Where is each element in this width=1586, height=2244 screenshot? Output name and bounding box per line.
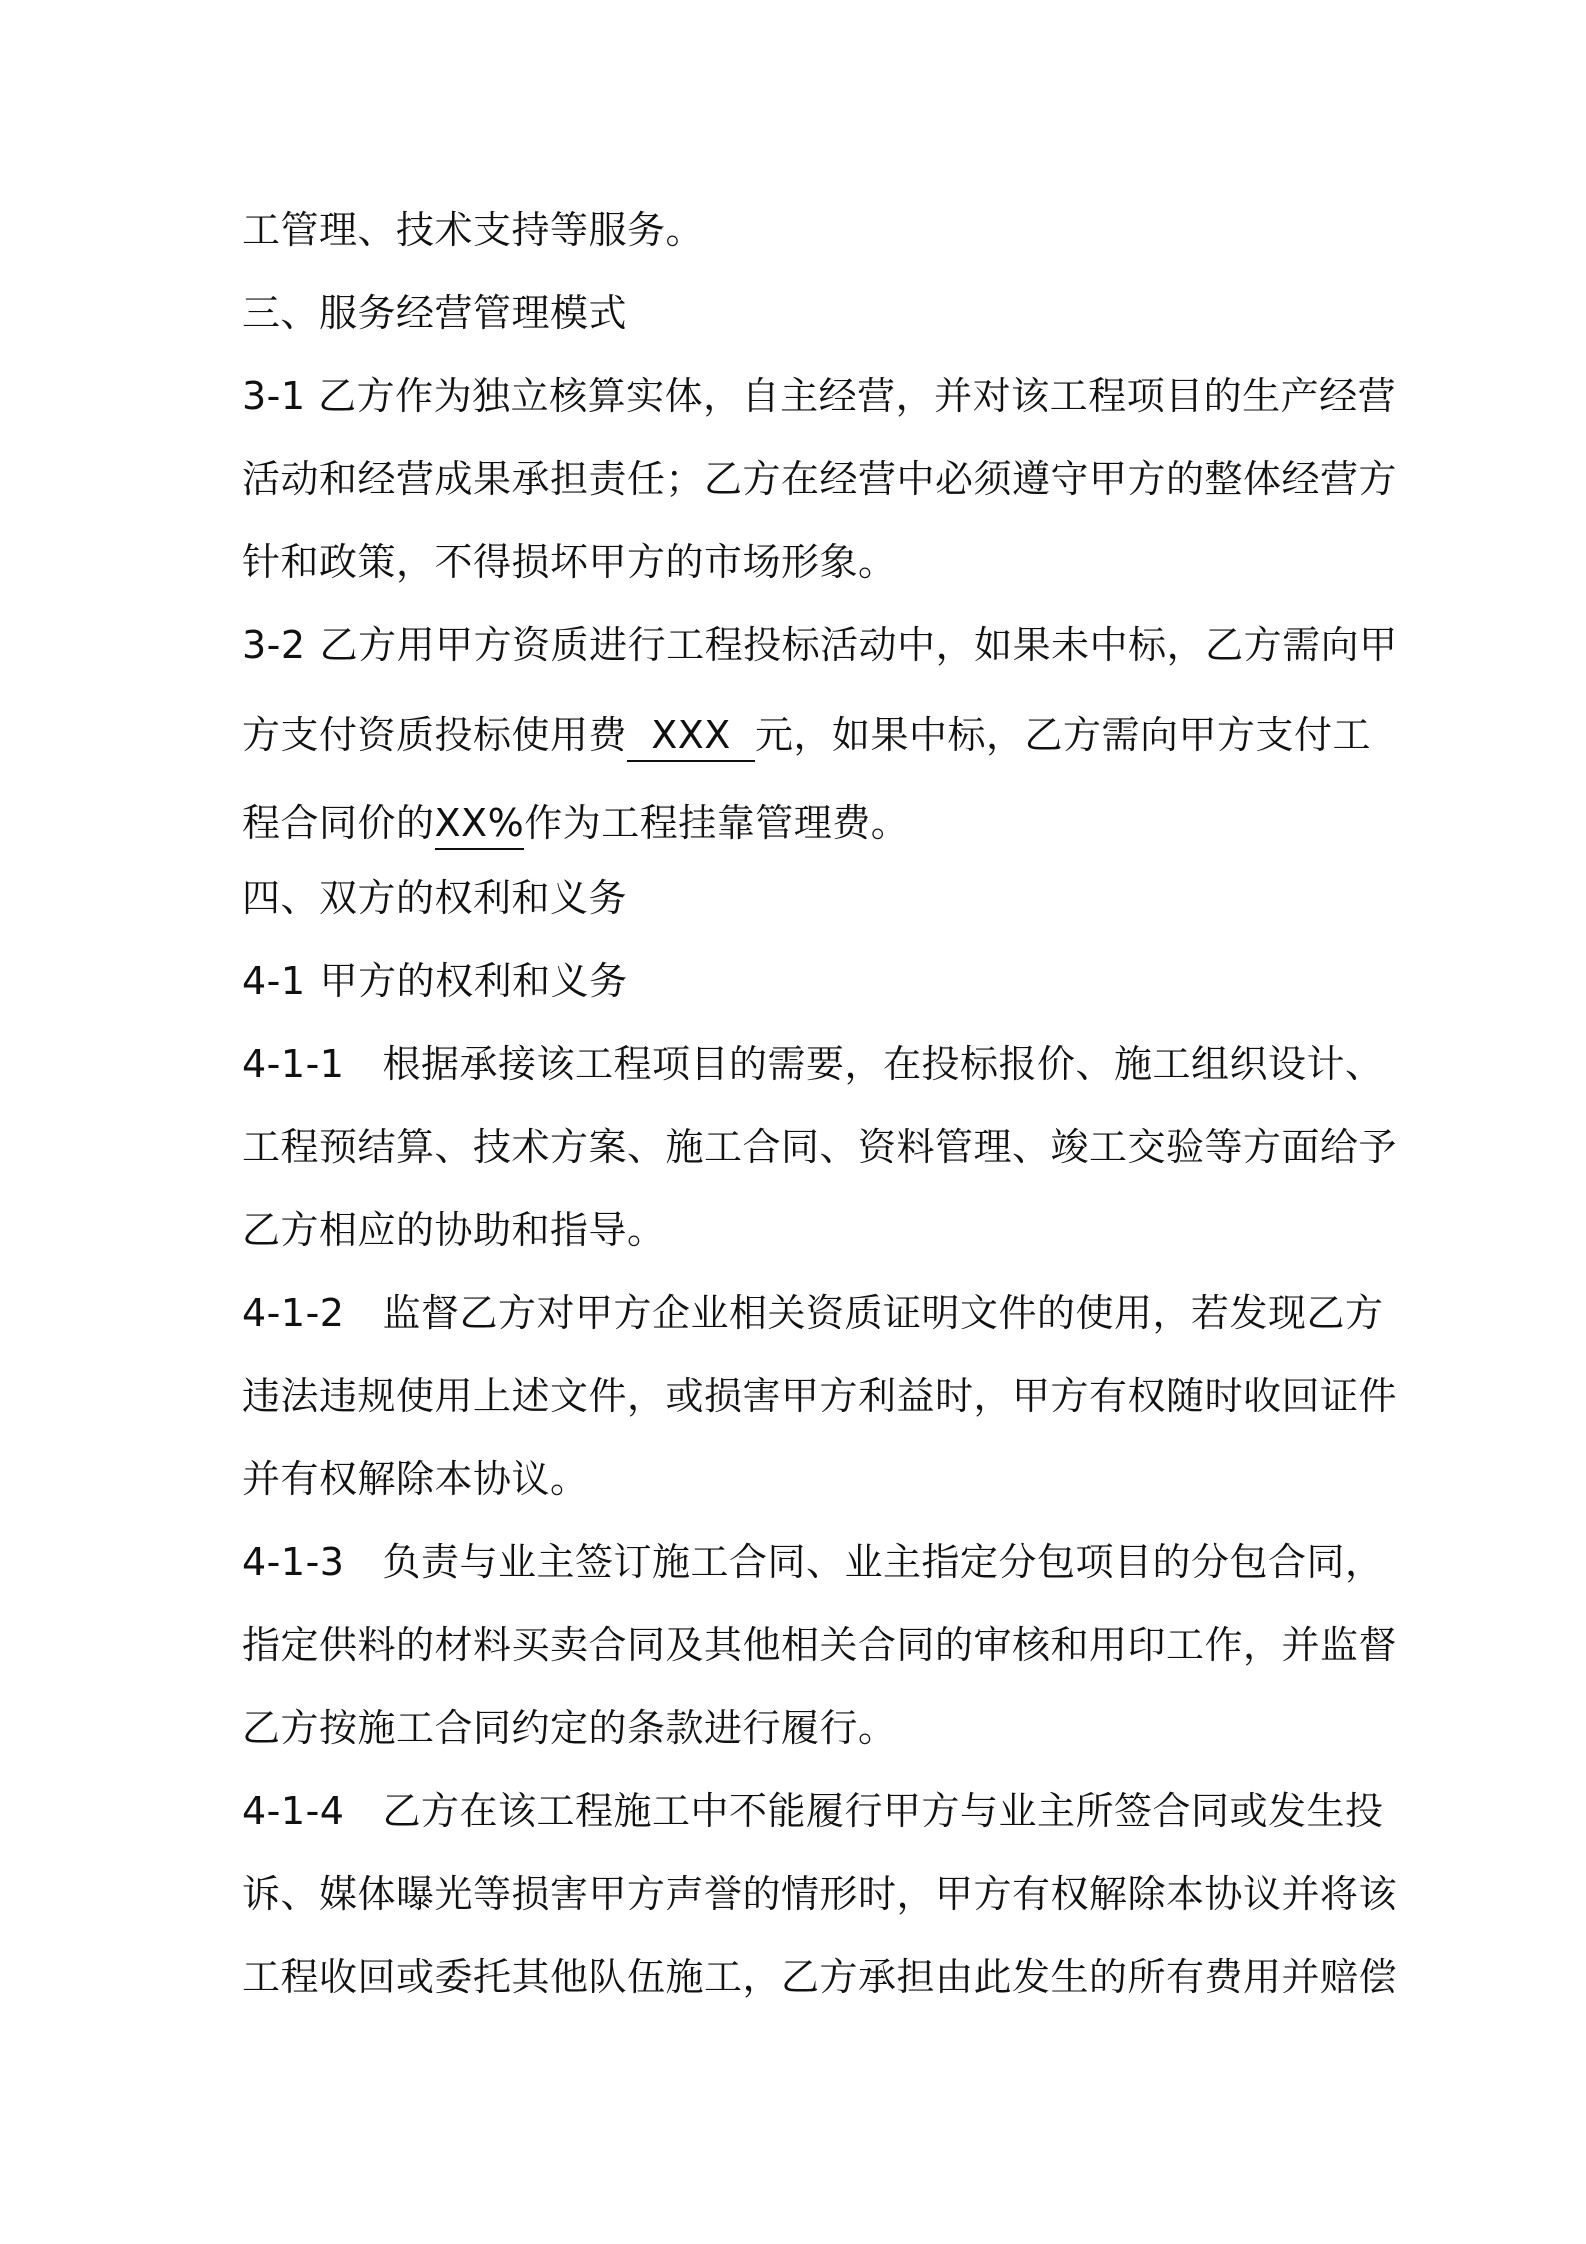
text-line xyxy=(242,532,897,592)
text-line xyxy=(242,793,909,853)
clause-number: 4-1-4 xyxy=(242,1789,345,1833)
clause-number: 4-1 xyxy=(242,959,306,1003)
heading-text: 甲方的权利和义务 xyxy=(319,959,628,1003)
text-line xyxy=(242,200,704,260)
line-text: 活动和经营成果承担责任；乙方在经营中必须遵守甲方的整体经营方 xyxy=(242,457,1398,501)
line-text: 乙方按施工合同约定的条款进行履行。 xyxy=(242,1706,897,1750)
clause-number: 4-1-2 xyxy=(242,1291,345,1335)
line-text: 程合同价的 xyxy=(242,801,435,845)
clause-number: 3-2 xyxy=(242,623,306,667)
line-text: 工管理、技术支持等服务。 xyxy=(242,208,705,252)
line-text: 并有权解除本协议。 xyxy=(242,1457,589,1501)
clause-4-1-3 xyxy=(242,1532,1383,1592)
section-heading xyxy=(242,283,627,343)
clause-number: 4-1-3 xyxy=(242,1540,345,1584)
line-text: 方支付资质投标使用费 xyxy=(242,713,628,757)
fee-amount-blank: XXX xyxy=(627,710,755,762)
line-text: 作为工程挂靠管理费。 xyxy=(524,801,910,845)
line-text: 3-1 乙方作为独立核算实体，自主经营，并对该工程项目的生产经营 xyxy=(242,374,1397,418)
line-text: 乙方用甲方资质进行工程投标活动中，如果未中标，乙方需向甲 xyxy=(319,623,1398,667)
clause-3-2 xyxy=(242,615,1398,675)
line-text: 监督乙方对甲方企业相关资质证明文件的使用，若发现乙方 xyxy=(382,1291,1384,1335)
line-text: 负责与业主签订施工合同、业主指定分包项目的分包合同， xyxy=(382,1540,1384,1584)
line-text: 乙方在该工程施工中不能履行甲方与业主所签合同或发生投 xyxy=(382,1789,1384,1833)
line-text: 违法违规使用上述文件，或损害甲方利益时，甲方有权随时收回证件 xyxy=(242,1374,1398,1418)
text-line xyxy=(242,1947,1397,2007)
fee-rate-blank: XX% xyxy=(435,798,525,850)
text-line xyxy=(242,1615,1397,1675)
text-line xyxy=(242,1366,1397,1426)
section-heading xyxy=(242,868,627,928)
clause-4-1-2 xyxy=(242,1283,1383,1343)
line-text: 乙方相应的协助和指导。 xyxy=(242,1208,666,1252)
text-line xyxy=(242,449,1397,509)
text-line xyxy=(242,1449,589,1509)
clause-4-1-4 xyxy=(242,1781,1383,1841)
clause-4-1-1 xyxy=(242,1034,1383,1094)
line-text: 指定供料的材料买卖合同及其他相关合同的审核和用印工作，并监督 xyxy=(242,1623,1398,1667)
heading-text: 四、双方的权利和义务 xyxy=(242,876,628,920)
text-line xyxy=(242,1200,666,1260)
text-line xyxy=(242,1698,897,1758)
text-line xyxy=(242,705,1371,765)
line-text: 工程预结算、技术方案、施工合同、资料管理、竣工交验等方面给予 xyxy=(242,1125,1398,1169)
line-text: 针和政策，不得损坏甲方的市场形象。 xyxy=(242,540,897,584)
clause-number: 4-1-1 xyxy=(242,1042,345,1086)
text-line xyxy=(242,1864,1397,1924)
line-text: 元，如果中标，乙方需向甲方支付工 xyxy=(755,713,1372,757)
line-text: 诉、媒体曝光等损害甲方声誉的情形时，甲方有权解除本协议并将该 xyxy=(242,1872,1398,1916)
heading-text: 三、服务经营管理模式 xyxy=(242,291,628,335)
line-text: 工程收回或委托其他队伍施工，乙方承担由此发生的所有费用并赔偿 xyxy=(242,1955,1398,1999)
subsection-heading xyxy=(242,951,628,1011)
line-text: 根据承接该工程项目的需要，在投标报价、施工组织设计、 xyxy=(382,1042,1384,1086)
text-line xyxy=(242,1117,1397,1177)
clause-3-1 xyxy=(242,366,1396,426)
